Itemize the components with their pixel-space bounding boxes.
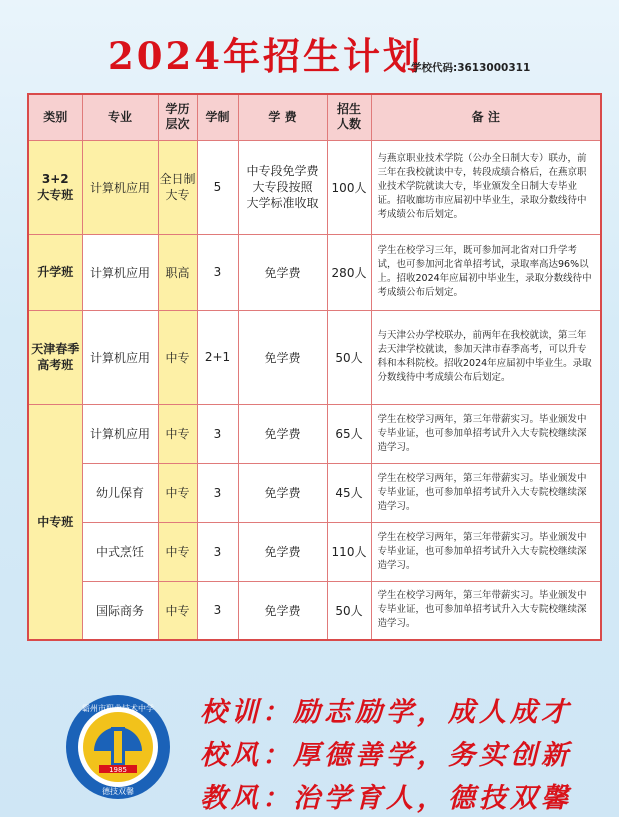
- quota-cell: 100人: [327, 140, 371, 234]
- note-cell: 与天津公办学校联办，前两年在我校就读，第三年去天津学校就读，参加天津市春季高考，可以升专科和本科院校。招收2024年应届初中毕业生。录取分数线待中考成绩公布后划定。: [371, 310, 601, 404]
- note-cell: 学生在校学习两年，第三年带薪实习。毕业颁发中专毕业证，也可参加单招考试升入大专院校继续深造学习。: [371, 581, 601, 640]
- duration-cell: 3: [197, 404, 238, 463]
- note-cell: 与燕京职业技术学院（公办全日制大专）联办，前三年在我校就读中专，转段成绩合格后，在燕京职业技术学院就读大专，毕业颁发全日制大专毕业证。招收廊坊市应届初中毕业生，录取分数线待中考成绩公布后划定。: [371, 140, 601, 234]
- level-cell: 中专: [158, 404, 197, 463]
- fee-cell: 免学费: [238, 522, 327, 581]
- table-row: [28, 140, 601, 234]
- fee-cell: 免学费: [238, 404, 327, 463]
- duration-cell: 5: [197, 140, 238, 234]
- header-duration: 学制: [197, 94, 238, 140]
- quota-cell: 50人: [327, 310, 371, 404]
- table-header-row: [28, 94, 601, 140]
- category-cell: 升学班: [28, 234, 82, 310]
- major-cell: 中式烹饪: [82, 522, 158, 581]
- duration-cell: 3: [197, 522, 238, 581]
- note-cell: 学生在校学习两年，第三年带薪实习。毕业颁发中专毕业证，也可参加单招考试升入大专院校继续深造学习。: [371, 522, 601, 581]
- duration-cell: 3: [197, 581, 238, 640]
- major-cell: 计算机应用: [82, 234, 158, 310]
- table-row: [28, 522, 601, 581]
- table-row: [28, 310, 601, 404]
- note-cell: 学生在校学习两年，第三年带薪实习。毕业颁发中专毕业证，也可参加单招考试升入大专院校继续深造学习。: [371, 404, 601, 463]
- fee-cell: 免学费: [238, 310, 327, 404]
- level-cell: 职高: [158, 234, 197, 310]
- table-row: [28, 463, 601, 522]
- duration-cell: 3: [197, 463, 238, 522]
- fee-cell: 免学费: [238, 234, 327, 310]
- header-category: 类别: [28, 94, 82, 140]
- level-cell: 中专: [158, 581, 197, 640]
- header-fee: 学 费: [238, 94, 327, 140]
- major-cell: 计算机应用: [82, 404, 158, 463]
- quota-cell: 45人: [327, 463, 371, 522]
- duration-cell: 2+1: [197, 310, 238, 404]
- school-code: 学校代码:3613000311: [411, 62, 531, 74]
- table-row: [28, 234, 601, 310]
- header-quota: 招生 人数: [327, 94, 371, 140]
- motto-school-motto: 校训：励志励学，成人成才: [200, 697, 572, 728]
- page-title: 2024年招生计划: [108, 34, 423, 78]
- fee-cell: 免学费: [238, 463, 327, 522]
- header-level: 学历 层次: [158, 94, 197, 140]
- logo-text-bottom: 德技双馨: [102, 787, 134, 796]
- header-major: 专业: [82, 94, 158, 140]
- table-row: [28, 581, 601, 640]
- page-footer: [0, 676, 619, 817]
- quota-cell: 280人: [327, 234, 371, 310]
- level-cell: 中专: [158, 463, 197, 522]
- motto-school-ethos: 校风：厚德善学，务实创新: [200, 740, 572, 771]
- logo-year: 1985: [109, 766, 127, 774]
- fee-cell: 免学费: [238, 581, 327, 640]
- level-cell: 中专: [158, 310, 197, 404]
- category-cell: 天津春季 高考班: [28, 310, 82, 404]
- school-logo-icon: [64, 693, 172, 801]
- quota-cell: 65人: [327, 404, 371, 463]
- major-cell: 幼儿保育: [82, 463, 158, 522]
- quota-cell: 50人: [327, 581, 371, 640]
- major-cell: 计算机应用: [82, 310, 158, 404]
- table-row: [28, 404, 601, 463]
- note-cell: 学生在校学习三年，既可参加河北省对口升学考试，也可参加河北省单招考试，录取率高达96%以上。招收2024年应届初中毕业生，录取分数线待中考成绩公布后划定。: [371, 234, 601, 310]
- logo-text-top: 霸州市职业技术中学: [82, 704, 154, 713]
- fee-cell: 中专段免学费 大专段按照 大学标准收取: [238, 140, 327, 234]
- major-cell: 计算机应用: [82, 140, 158, 234]
- category-cell: 3+2 大专班: [28, 140, 82, 234]
- page-header: [0, 0, 619, 88]
- duration-cell: 3: [197, 234, 238, 310]
- quota-cell: 110人: [327, 522, 371, 581]
- level-cell: 全日制 大专: [158, 140, 197, 234]
- header-note: 备 注: [371, 94, 601, 140]
- level-cell: 中专: [158, 522, 197, 581]
- category-cell: 中专班: [28, 404, 82, 640]
- enrollment-plan-table: [27, 93, 602, 641]
- motto-teaching-ethos: 教风：治学育人，德技双馨: [200, 783, 572, 814]
- note-cell: 学生在校学习两年，第三年带薪实习。毕业颁发中专毕业证，也可参加单招考试升入大专院校继续深造学习。: [371, 463, 601, 522]
- major-cell: 国际商务: [82, 581, 158, 640]
